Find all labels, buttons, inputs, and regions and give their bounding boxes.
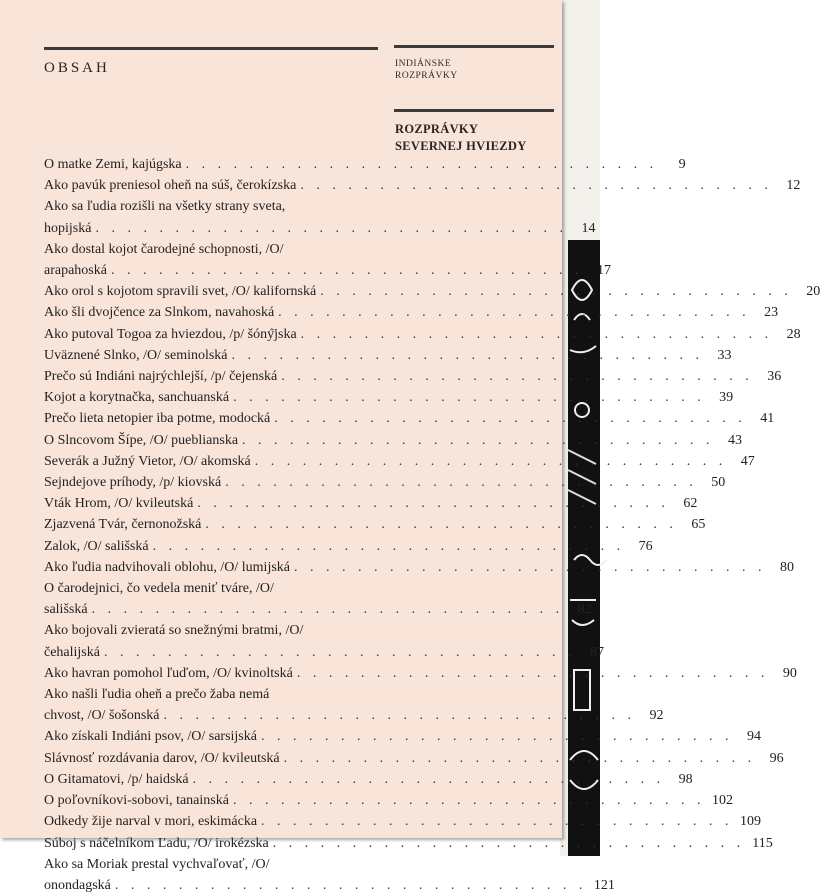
book-title-line: ROZPRÁVKY bbox=[395, 122, 479, 136]
toc-entry-title-line: Slávnosť rozdávania darov, /O/ kvileutská bbox=[44, 750, 280, 766]
toc-entry-row bbox=[44, 175, 801, 196]
toc-entry-row bbox=[44, 811, 762, 832]
toc-page-number: 102 bbox=[711, 793, 733, 809]
toc-page-number: 62 bbox=[683, 496, 698, 512]
toc-entry-row bbox=[44, 493, 698, 514]
dot-leader: . . . . . . . . . . . . . . . . . . . . . . . . . . . . . . bbox=[283, 750, 756, 766]
toc-page-number: 121 bbox=[593, 877, 615, 893]
toc-page-number: 50 bbox=[711, 475, 726, 491]
page-heading: OBSAH bbox=[44, 60, 110, 76]
toc-entry bbox=[44, 281, 820, 302]
toc-entry bbox=[44, 557, 794, 578]
toc-entry-title-line: O čarodejnici, čo vedela meniť tváre, /O/ bbox=[44, 581, 274, 597]
toc-page-number: 36 bbox=[767, 369, 782, 385]
toc-entry-title-line: sališská bbox=[44, 602, 88, 618]
toc-entry-title-line: Zalok, /O/ sališská bbox=[44, 538, 149, 554]
toc-entry-row bbox=[44, 281, 820, 302]
toc-entry-row bbox=[44, 705, 664, 726]
toc-entry bbox=[44, 620, 604, 662]
toc-entry bbox=[44, 239, 611, 281]
toc-page-number: 28 bbox=[786, 326, 801, 342]
toc-entry-title-line: O Slncovom Šípe, /O/ pueblianska bbox=[44, 432, 239, 448]
dot-leader: . . . . . . . . . . . . . . . . . . . . . . . . . . . . . . bbox=[152, 538, 625, 554]
dot-leader: . . . . . . . . . . . . . . . . . . . . . . . . . . . . . . bbox=[192, 771, 665, 787]
dot-leader: . . . . . . . . . . . . . . . . . . . . . . . . . . . . . . bbox=[95, 220, 568, 236]
toc-entry-title-line: Súboj s náčelníkom Ľadu, /O/ irokézska bbox=[44, 835, 269, 851]
dot-leader: . . . . . . . . . . . . . . . . . . . . . . . . . . . . . . bbox=[300, 178, 773, 194]
toc-entry bbox=[44, 302, 779, 323]
toc-entry-row bbox=[44, 557, 794, 578]
toc-page-number: 9 bbox=[678, 157, 686, 172]
toc-entry bbox=[44, 472, 726, 493]
toc-entry-title-line: hopijská bbox=[44, 220, 92, 236]
toc-entry-title-line: O Gitamatovi, /p/ haidská bbox=[44, 771, 189, 787]
toc-entry-row bbox=[44, 599, 592, 620]
toc-entry-row bbox=[44, 642, 604, 663]
toc-page-number: 43 bbox=[728, 432, 743, 448]
toc-entry-row bbox=[44, 154, 686, 175]
toc-entry bbox=[44, 451, 755, 472]
toc-entry-title-line: Prečo lieta netopier iba potme, modocká bbox=[44, 411, 271, 427]
toc-entry-row bbox=[44, 769, 693, 790]
toc-entry-title-line: chvost, /O/ šošonská bbox=[44, 708, 160, 724]
header-rule-left bbox=[44, 47, 378, 50]
series-title bbox=[395, 58, 560, 82]
toc-entry-row bbox=[44, 260, 611, 281]
dot-leader: . . . . . . . . . . . . . . . . . . . . . . . . . . . . . . bbox=[233, 390, 706, 406]
toc-entry-title-line: arapahoská bbox=[44, 263, 107, 279]
dot-leader: . . . . . . . . . . . . . . . . . . . . . . . . . . . . . . bbox=[274, 411, 747, 427]
toc-entry bbox=[44, 324, 801, 345]
toc-entry bbox=[44, 154, 686, 175]
toc-page-number: 41 bbox=[760, 411, 775, 427]
toc-entry-title-line: Kojot a korytnačka, sanchuanská bbox=[44, 390, 230, 406]
toc-page-number: 14 bbox=[581, 220, 596, 236]
toc-entry bbox=[44, 175, 801, 196]
toc-entry-title-line: Ako havran pomohol ľuďom, /O/ kvinoltská bbox=[44, 665, 293, 681]
toc-entry bbox=[44, 514, 706, 535]
toc-entry-title-line: O matke Zemi, kajúgska bbox=[44, 157, 182, 172]
toc-entry-row bbox=[44, 387, 734, 408]
toc-entry-row bbox=[44, 408, 775, 429]
toc-entry-title-line: Odkedy žije narval v mori, eskimácka bbox=[44, 814, 258, 830]
toc-entry bbox=[44, 408, 775, 429]
toc-entry bbox=[44, 578, 592, 620]
dot-leader: . . . . . . . . . . . . . . . . . . . . . . . . . . . . . . bbox=[231, 347, 704, 363]
dot-leader: . . . . . . . . . . . . . . . . . . . . . . . . . . . . . . bbox=[103, 644, 576, 660]
toc-entry-row bbox=[44, 366, 782, 387]
table-of-contents bbox=[44, 154, 820, 896]
toc-page-number: 12 bbox=[786, 178, 801, 194]
toc-entry-row bbox=[44, 536, 653, 557]
toc-entry-title-line: Sejndejove príhody, /p/ kiovská bbox=[44, 475, 222, 491]
toc-entry bbox=[44, 536, 653, 557]
toc-page-number: 94 bbox=[746, 729, 761, 745]
toc-entry bbox=[44, 196, 596, 238]
toc-page-number: 65 bbox=[691, 517, 706, 533]
toc-entry bbox=[44, 726, 761, 747]
dot-leader: . . . . . . . . . . . . . . . . . . . . . . . . . . . . . . bbox=[296, 665, 769, 681]
series-title-line: ROZPRÁVKY bbox=[395, 71, 458, 81]
toc-entry-title-line: Ako sa Moriak prestal vychvaľovať, /O/ bbox=[44, 856, 270, 872]
dot-leader: . . . . . . . . . . . . . . . . . . . . . . . . . . . . . . bbox=[163, 708, 636, 724]
toc-page-number: 20 bbox=[806, 284, 820, 300]
toc-entry-title-line: Ako orol s kojotom spravili svet, /O/ kalifornská bbox=[44, 284, 317, 300]
toc-page-number: 17 bbox=[596, 263, 611, 279]
dot-leader: . . . . . . . . . . . . . . . . . . . . . . . . . . . . . . bbox=[114, 877, 587, 893]
toc-entry-row bbox=[44, 875, 615, 896]
dot-leader: . . . . . . . . . . . . . . . . . . . . . . . . . . . . . . bbox=[254, 453, 727, 469]
toc-page-number: 98 bbox=[678, 771, 693, 787]
header-rule-right bbox=[394, 45, 554, 48]
toc-page-number: 92 bbox=[649, 708, 664, 724]
toc-entry bbox=[44, 684, 664, 726]
toc-entry-title-line: Ako šli dvojčence za Slnkom, navahoská bbox=[44, 305, 275, 321]
book-title-line: SEVERNEJ HVIEZDY bbox=[395, 139, 527, 153]
toc-entry-row bbox=[44, 833, 773, 854]
toc-entry-row bbox=[44, 218, 596, 239]
toc-page-number: 90 bbox=[782, 665, 797, 681]
toc-entry-row bbox=[44, 514, 706, 535]
toc-page-number: 82 bbox=[577, 602, 592, 618]
toc-entry-title-line: Vták Hrom, /O/ kvileutská bbox=[44, 496, 194, 512]
title-rule-right bbox=[394, 109, 554, 112]
toc-page-number: 96 bbox=[769, 750, 784, 766]
toc-entry bbox=[44, 430, 743, 451]
toc-entry-row bbox=[44, 748, 784, 769]
dot-leader: . . . . . . . . . . . . . . . . . . . . . . . . . . . . . . bbox=[261, 814, 734, 830]
toc-entry bbox=[44, 811, 762, 832]
toc-entry bbox=[44, 854, 615, 896]
toc-entry-row bbox=[44, 663, 797, 684]
toc-entry-row bbox=[44, 345, 732, 366]
toc-entry-row bbox=[44, 790, 733, 811]
toc-entry bbox=[44, 366, 782, 387]
toc-entry-row bbox=[44, 430, 743, 451]
toc-entry-title-line: Ako získali Indiáni psov, /O/ sarsijská bbox=[44, 729, 257, 745]
toc-entry-title-line: Severák a Južný Vietor, /O/ akomská bbox=[44, 453, 251, 469]
toc-page-number: 115 bbox=[752, 835, 773, 851]
dot-leader: . . . . . . . . . . . . . . . . . . . . . . . . . . . . . . bbox=[300, 326, 773, 342]
toc-entry-row bbox=[44, 302, 779, 323]
toc-entry-title-line: Ako putoval Togoa za hviezdou, /p/ šóný̈jska bbox=[44, 326, 297, 342]
dot-leader: . . . . . . . . . . . . . . . . . . . . . . . . . . . . . . bbox=[232, 793, 705, 809]
toc-entry-title-line: O poľovníkovi-sobovi, tanainská bbox=[44, 793, 229, 809]
toc-entry-row bbox=[44, 726, 761, 747]
toc-entry-title-line: Ako ľudia nadvihovali oblohu, /O/ lumijská bbox=[44, 559, 290, 575]
dot-leader: . . . . . . . . . . . . . . . . . . . . . . . . . . . . . . bbox=[278, 305, 751, 321]
toc-entry-title-line: Ako našli ľudia oheň a prečo žaba nemá bbox=[44, 687, 270, 703]
toc-page-number: 87 bbox=[589, 644, 604, 660]
toc-entry-row bbox=[44, 324, 801, 345]
toc-entry bbox=[44, 769, 693, 790]
toc-page-number: 80 bbox=[780, 559, 794, 575]
toc-page-number: 39 bbox=[719, 390, 734, 406]
toc-entry-title-line: Ako sa ľudia rozišli na všetky strany sveta, bbox=[44, 199, 286, 215]
dot-leader: . . . . . . . . . . . . . . . . . . . . . . . . . . . . . . bbox=[205, 517, 678, 533]
dot-leader: . . . . . . . . . . . . . . . . . . . . . . . . . . . . . . bbox=[294, 559, 766, 575]
toc-entry bbox=[44, 833, 773, 854]
dot-leader: . . . . . . . . . . . . . . . . . . . . . . . . . . . . . . bbox=[320, 284, 793, 300]
toc-entry-title-line: Prečo sú Indiáni najrýchlejší, /p/ čejenská bbox=[44, 369, 278, 385]
toc-page-number: 33 bbox=[717, 347, 732, 363]
dot-leader: . . . . . . . . . . . . . . . . . . . . . . . . . . . . . . bbox=[260, 729, 733, 745]
dot-leader: . . . . . . . . . . . . . . . . . . . . . . . . . . . . . . bbox=[91, 602, 564, 618]
toc-entry-row bbox=[44, 472, 726, 493]
toc-page-number: 47 bbox=[740, 453, 755, 469]
dot-leader: . . . . . . . . . . . . . . . . . . . . . . . . . . . . . . bbox=[110, 263, 583, 279]
dot-leader: . . . . . . . . . . . . . . . . . . . . . . . . . . . . . . bbox=[225, 475, 698, 491]
toc-entry-title-line: Ako bojovali zvieratá so snežnými bratmi, /O/ bbox=[44, 623, 304, 639]
dot-leader: . . . . . . . . . . . . . . . . . . . . . . . . . . . . . . bbox=[185, 157, 658, 172]
dot-leader: . . . . . . . . . . . . . . . . . . . . . . . . . . . . . . bbox=[197, 496, 670, 512]
book-title bbox=[395, 121, 560, 155]
toc-entry bbox=[44, 493, 698, 514]
series-title-line: INDIÁNSKE bbox=[395, 59, 452, 69]
toc-entry bbox=[44, 345, 732, 366]
toc-page-number: 23 bbox=[764, 305, 779, 321]
toc-entry bbox=[44, 790, 733, 811]
toc-entry-title-line: Ako dostal kojot čarodejné schopnosti, /O/ bbox=[44, 241, 284, 257]
dot-leader: . . . . . . . . . . . . . . . . . . . . . . . . . . . . . . bbox=[242, 432, 715, 448]
toc-entry-title-line: Uväznené Slnko, /O/ seminolská bbox=[44, 347, 228, 363]
toc-page-number: 76 bbox=[638, 538, 653, 554]
toc-entry-title-line: onondagská bbox=[44, 877, 111, 893]
toc-entry-title-line: Ako pavúk preniesol oheň na súš, čerokízska bbox=[44, 178, 297, 194]
toc-entry-row bbox=[44, 451, 755, 472]
toc-entry-title-line: čehalijská bbox=[44, 644, 100, 660]
toc-entry bbox=[44, 387, 734, 408]
toc-entry bbox=[44, 748, 784, 769]
dot-leader: . . . . . . . . . . . . . . . . . . . . . . . . . . . . . . bbox=[272, 835, 745, 851]
toc-entry bbox=[44, 663, 797, 684]
toc-entry-title-line: Zjazvená Tvár, černonožská bbox=[44, 517, 202, 533]
toc-page-number: 109 bbox=[740, 814, 762, 830]
dot-leader: . . . . . . . . . . . . . . . . . . . . . . . . . . . . . . bbox=[281, 369, 754, 385]
